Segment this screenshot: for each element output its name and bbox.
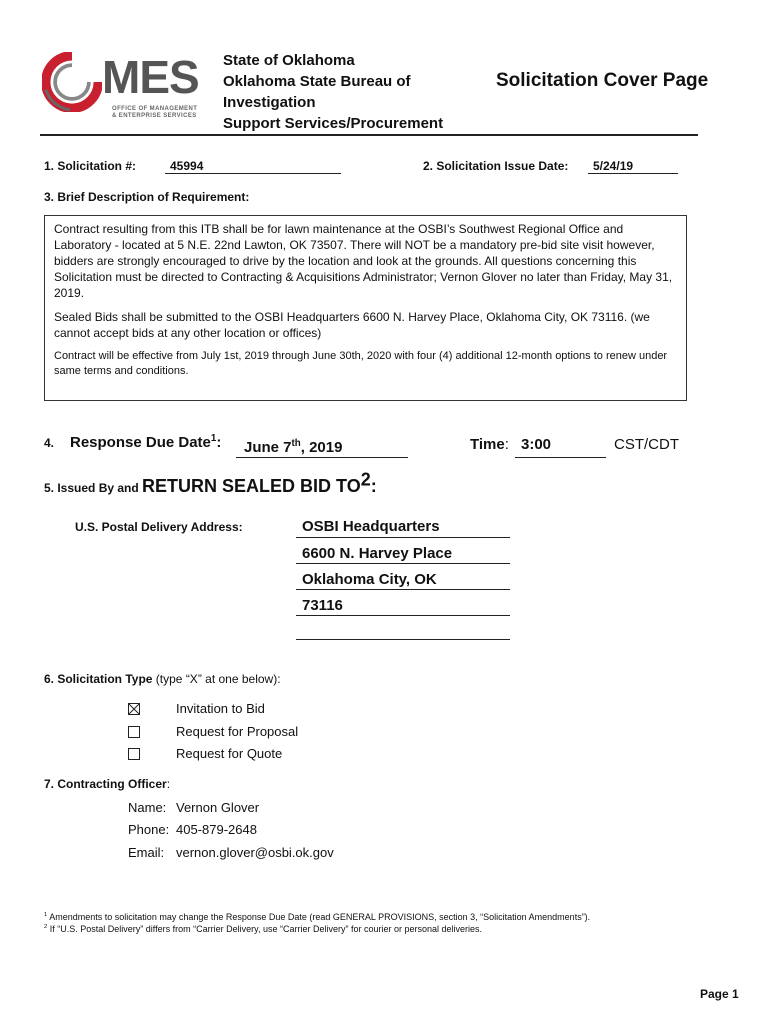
return-to-label: 5. Issued By and RETURN SEALED BID $TO^2$: <box>44 469 377 496</box>
description-label: 3. Brief Description of Requirement: <box>44 190 250 204</box>
page-number: Page 1 <box>700 987 739 1001</box>
invitation-to-bid-label: Invitation to Bid <box>176 701 265 716</box>
response-due-number: 4. <box>44 436 55 450</box>
officer-name-label: Name: <box>128 800 167 815</box>
request-for-quote-checkbox[interactable] <box>128 748 140 760</box>
agency-line-3: Investigation <box>223 94 316 111</box>
invitation-to-bid-checkbox[interactable] <box>128 703 140 715</box>
page-title: Solicitation Cover Page <box>496 70 709 91</box>
officer-phone-label: Phone: <box>128 822 170 837</box>
time-zone: CST/CDT <box>614 436 679 453</box>
solicitation-number-label: 1. Solicitation #: <box>44 159 137 173</box>
description-paragraph-1: Contract resulting from this ITB shall be for lawn maintenance at the OSBI’s Southwest Regional Office and Laboratory - located at 5 N.E. 22nd Lawton, OK 73507. There will NOT be a mandatory pre-bid site visit however, bidders are strongly encouraged to drive by the location and look at the grounds. All questions concerning this Solicitation must be directed to Contracting & Acquisitions Administrator; Vernon Glover no later than Friday, May 31, 2019. <box>54 222 673 300</box>
description-paragraph-3: Contract will be effective from July 1st, 2019 through June 30th, 2020 with four (4) additional 12-month options to renew under same terms and conditions. <box>54 350 668 377</box>
address-line-3: Oklahoma City, OK <box>302 571 437 588</box>
address-line-1: OSBI Headquarters <box>302 518 440 535</box>
issue-date-label: 2. Solicitation Issue Date: <box>423 159 569 173</box>
omes-logo-subtitle-1: OFFICE OF MANAGEMENT <box>112 106 198 112</box>
omes-logo-subtitle-2: & ENTERPRISE SERVICES <box>112 113 197 119</box>
header-divider <box>40 134 698 136</box>
description-box <box>44 215 687 401</box>
contracting-officer-label: 7. Contracting Officer: <box>44 777 171 791</box>
address-line-3-rule <box>296 589 510 590</box>
omes-logo-text: MES <box>102 51 199 103</box>
address-line-2-rule <box>296 563 510 564</box>
solicitation-number-line <box>165 173 341 174</box>
omes-logo-ring <box>42 52 102 112</box>
response-due-date: June 7th, 2019 <box>244 438 343 456</box>
solicitation-number-value: 45994 <box>170 159 204 173</box>
time-line <box>515 457 606 458</box>
address-line-4-rule <box>296 615 510 616</box>
officer-email-label: Email: <box>128 845 165 860</box>
officer-name-value: Vernon Glover <box>176 800 260 815</box>
address-line-4: 73116 <box>302 597 343 614</box>
omes-logo <box>42 52 212 130</box>
request-for-proposal-checkbox[interactable] <box>128 726 140 738</box>
address-line-5-rule <box>296 639 510 640</box>
request-for-quote-label: Request for Quote <box>176 746 283 761</box>
issue-date-value: 5/24/19 <box>593 159 634 173</box>
description-paragraph-2: Sealed Bids shall be submitted to the OSBI Headquarters 6600 N. Harvey Place, Oklahoma City, OK 73116. (we cannot accept bids at any other location or offices) <box>54 310 650 340</box>
time-label: Time: <box>470 436 509 453</box>
request-for-proposal-label: Request for Proposal <box>176 724 299 739</box>
officer-phone-value: 405-879-2648 <box>176 822 257 837</box>
solicitation-type-label: 6. Solicitation Type (type “X” at one below): <box>44 672 281 686</box>
response-due-date-line <box>236 457 408 458</box>
address-line-1-rule <box>296 537 510 538</box>
address-line-2: 6600 N. Harvey Place <box>302 545 453 562</box>
officer-email-value[interactable]: vernon.glover@osbi.ok.gov <box>176 845 334 860</box>
footnote-1: $^1$ Amendments to solicitation may change the Response Due Date (read GENERAL PROVISIONS, section 3, “Solicitation Amendments”). <box>44 912 591 922</box>
time-value: 3:00 <box>521 436 552 453</box>
footnote-2: $^2$ If “U.S. Postal Delivery” differs from “Carrier Delivery, use “Carrier Delivery” for courier or personal deliveries. <box>44 924 483 934</box>
postal-address-label: U.S. Postal Delivery Address: <box>75 520 243 534</box>
agency-line-1: State of Oklahoma <box>223 52 355 69</box>
agency-line-4: Support Services/Procurement <box>223 115 444 132</box>
checkmark-x-icon <box>129 704 139 714</box>
issue-date-line <box>588 173 678 174</box>
agency-line-2: Oklahoma State Bureau of <box>223 73 411 90</box>
response-due-label: Response Due Date$^1$: <box>70 433 222 451</box>
